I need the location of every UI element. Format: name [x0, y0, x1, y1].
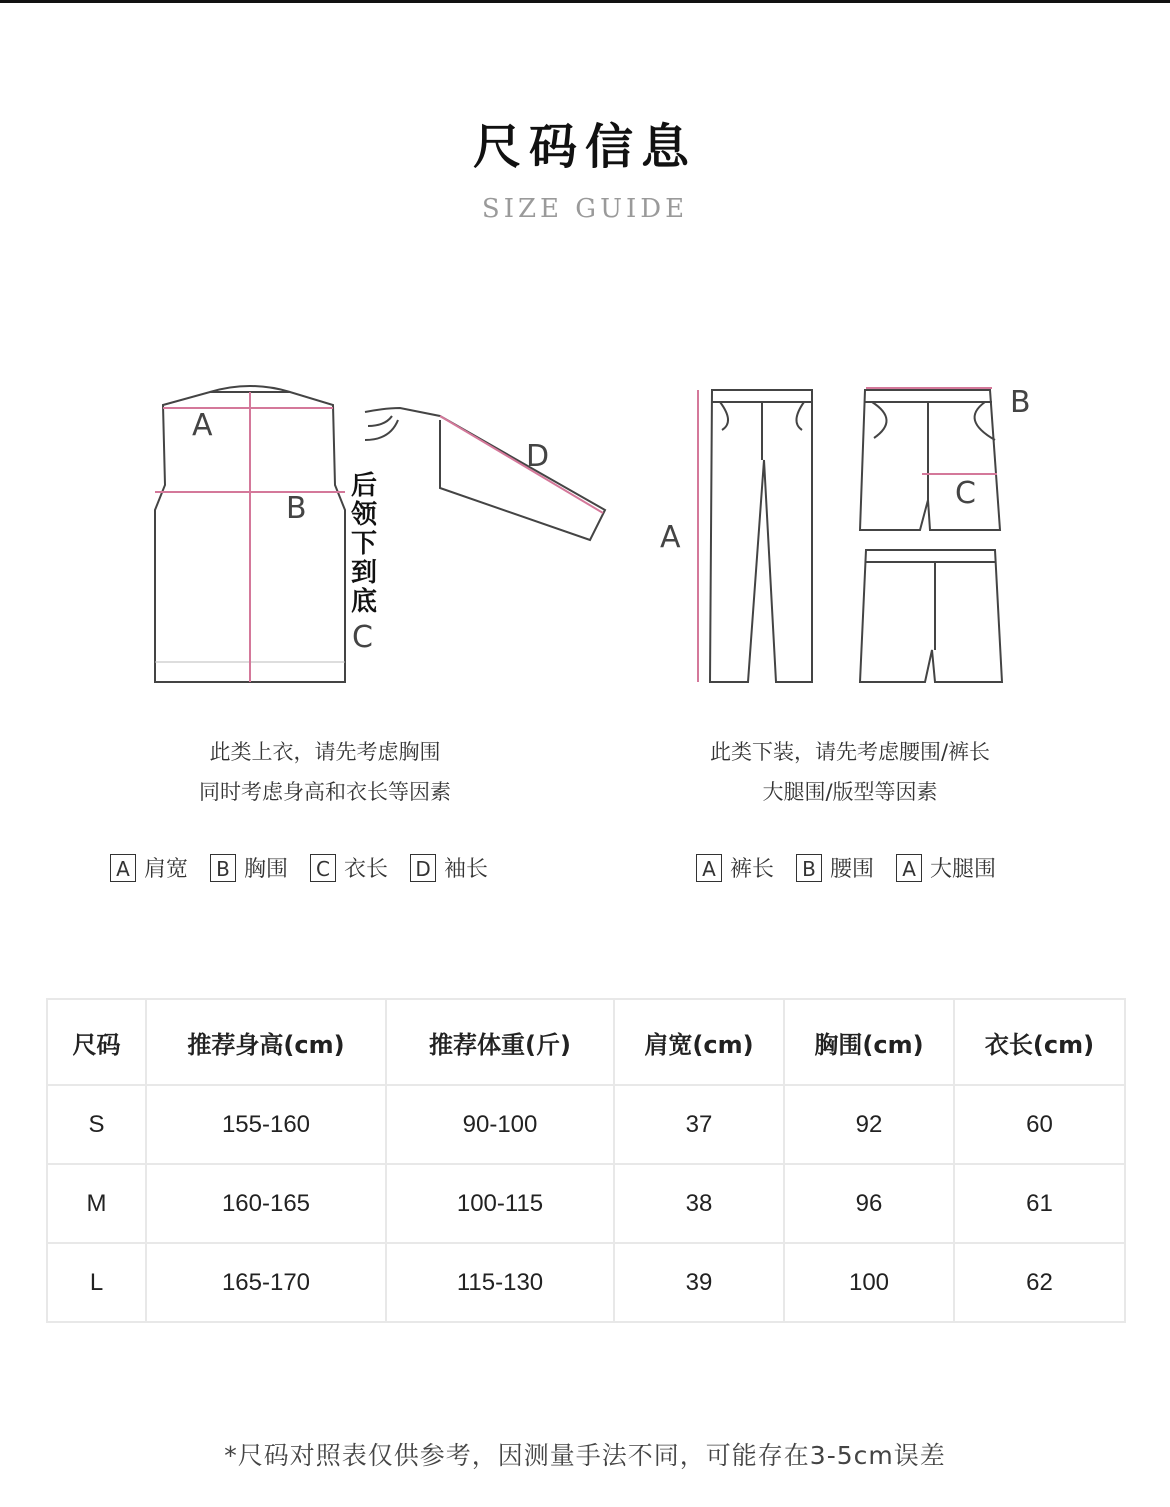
cell-chest: 96 [784, 1164, 954, 1243]
cell-height: 160-165 [146, 1164, 386, 1243]
vertical-caption-2: 领 [351, 500, 378, 530]
disclaimer-note: *尺码对照表仅供参考，因测量手法不同，可能存在3-5cm误差 [224, 1441, 946, 1470]
legend-label: 肩宽 [144, 857, 189, 882]
label-c-shirt: C [352, 620, 373, 655]
header-size: 尺码 [47, 999, 146, 1085]
vertical-caption-1: 后 [351, 471, 378, 501]
bottom-description [640, 732, 1060, 812]
vertical-caption-3: 下 [351, 529, 378, 559]
cell-height: 155-160 [146, 1085, 386, 1164]
label-c-pants: C [955, 476, 976, 511]
legend-label: 裤长 [730, 857, 775, 882]
header-weight: 推荐体重(斤) [386, 999, 614, 1085]
legend-pants-length [696, 852, 774, 883]
header-shoulder: 肩宽(cm) [614, 999, 784, 1085]
cell-length: 61 [954, 1164, 1125, 1243]
label-d-shirt: D [526, 439, 550, 474]
table-row [47, 1164, 1125, 1243]
cell-size: S [47, 1085, 146, 1164]
cell-size: L [47, 1243, 146, 1322]
label-a-pants: A [660, 520, 681, 555]
cell-chest: 100 [784, 1243, 954, 1322]
cell-height: 165-170 [146, 1243, 386, 1322]
cell-shoulder: 39 [614, 1243, 784, 1322]
cell-length: 60 [954, 1085, 1125, 1164]
cell-size: M [47, 1164, 146, 1243]
sleeve-measure-line [440, 416, 603, 513]
legend-waist [796, 852, 874, 883]
cell-weight: 100-115 [386, 1164, 614, 1243]
cell-length: 62 [954, 1243, 1125, 1322]
legend-letter: B [210, 854, 236, 882]
legend-shoulder [110, 852, 188, 883]
top-description-line-1: 此类上衣，请先考虑胸围 [209, 740, 441, 764]
label-b-shirt: B [286, 491, 307, 526]
sleeve-outline [365, 408, 605, 540]
vertical-caption-5: 底 [351, 587, 378, 617]
table-row [47, 1243, 1125, 1322]
cell-shoulder: 38 [614, 1164, 784, 1243]
size-table [46, 998, 1126, 1323]
top-description-line-2: 同时考虑身高和衣长等因素 [199, 780, 451, 804]
table-header-row [47, 999, 1125, 1085]
legend-label: 胸围 [244, 857, 289, 882]
bottom-description-line-1: 此类下装，请先考虑腰围/裤长 [709, 740, 991, 764]
cell-chest: 92 [784, 1085, 954, 1164]
legend-letter: C [310, 854, 336, 882]
legend-label: 衣长 [344, 857, 389, 882]
vertical-caption-4: 到 [351, 558, 378, 588]
header-length: 衣长(cm) [954, 999, 1125, 1085]
page-title: 尺码信息 [472, 119, 697, 175]
legend-letter: A [110, 854, 136, 882]
legend-sleeve [410, 852, 488, 883]
cell-weight: 115-130 [386, 1243, 614, 1322]
header-chest: 胸围(cm) [784, 999, 954, 1085]
legend-letter: D [410, 854, 436, 882]
legend-thigh [896, 852, 996, 883]
bottom-legend [696, 852, 1018, 883]
cell-shoulder: 37 [614, 1085, 784, 1164]
legend-label: 袖长 [444, 857, 489, 882]
top-legend [110, 852, 510, 883]
cell-weight: 90-100 [386, 1085, 614, 1164]
legend-length [310, 852, 388, 883]
bottom-description-line-2: 大腿围/版型等因素 [762, 780, 938, 804]
page-subtitle: SIZE GUIDE [481, 194, 689, 224]
legend-letter: B [796, 854, 822, 882]
legend-label: 腰围 [830, 857, 875, 882]
pants-leg-detail [860, 550, 1002, 682]
pants-waist-detail [860, 390, 1000, 530]
label-a-shirt: A [192, 408, 213, 443]
top-border [0, 0, 1170, 3]
table-row [47, 1085, 1125, 1164]
top-description [110, 732, 540, 812]
garment-illustration [0, 360, 1170, 700]
header-height: 推荐身高(cm) [146, 999, 386, 1085]
legend-chest [210, 852, 288, 883]
legend-letter: A [696, 854, 722, 882]
legend-letter: A [896, 854, 922, 882]
label-b-pants: B [1010, 385, 1031, 420]
legend-label: 大腿围 [930, 857, 997, 882]
